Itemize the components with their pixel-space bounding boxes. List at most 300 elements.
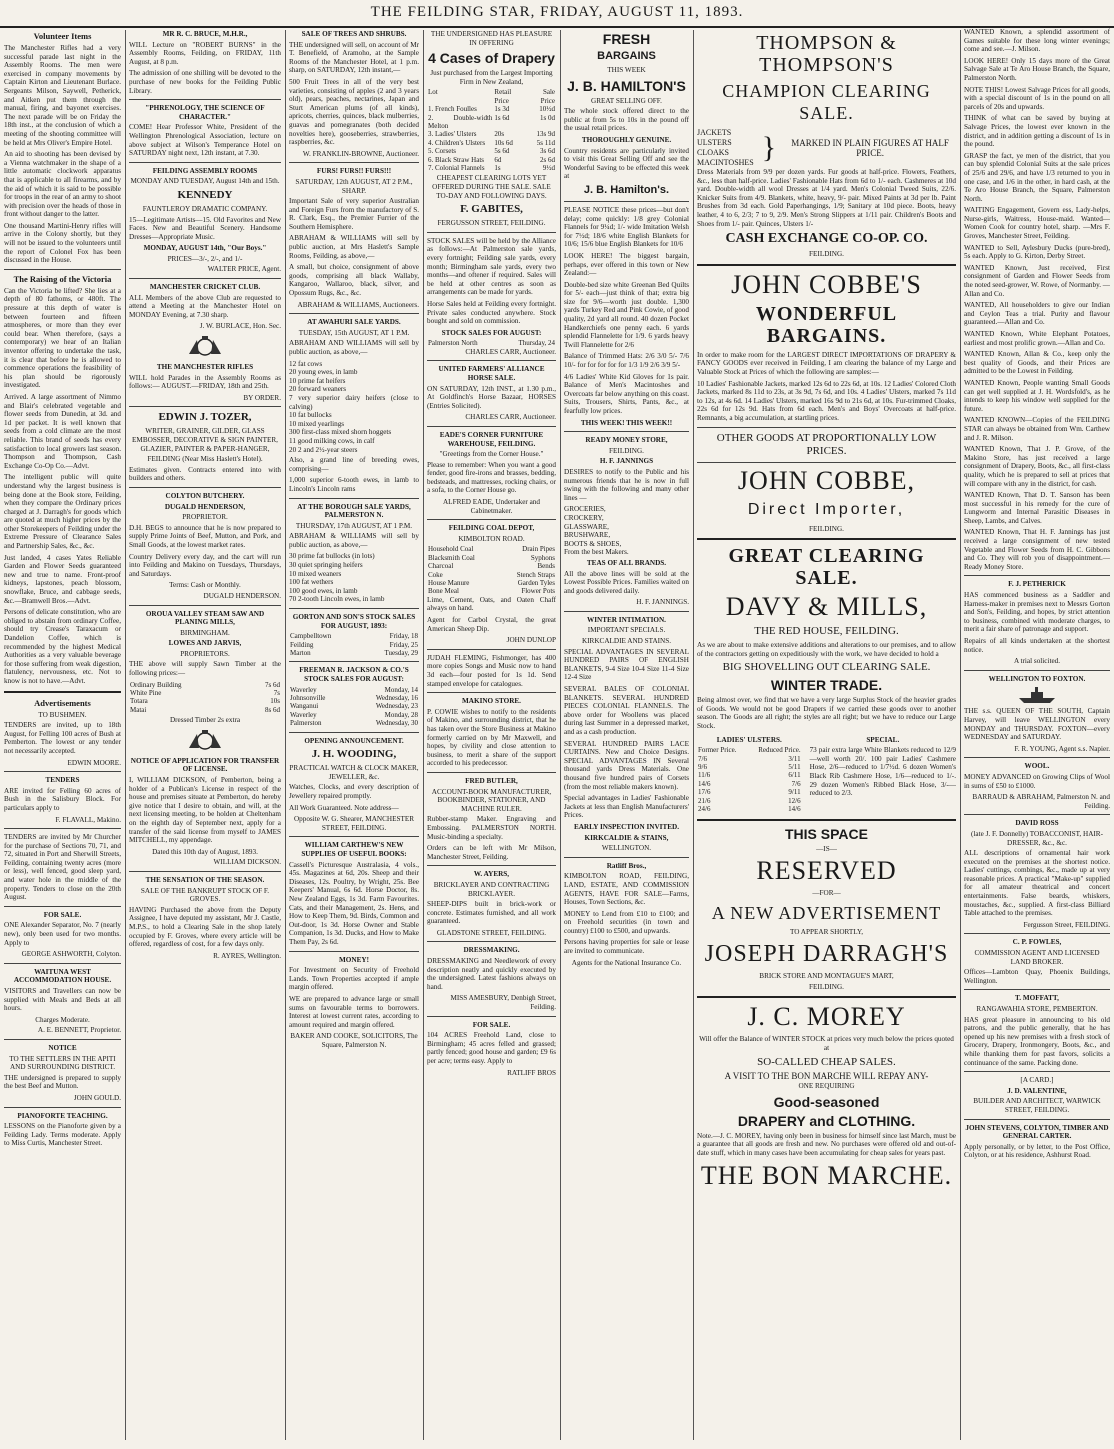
goods-list: [564, 505, 689, 557]
divider: [289, 661, 419, 662]
new-advertisement: A NEW ADVERTISEMENT: [711, 902, 942, 923]
table-cell: White Pine: [130, 689, 162, 698]
table-row: [697, 788, 802, 796]
wooding-address: Opposite W. G. Shearer, MANCHESTER STREET, FEILDING.: [293, 815, 415, 832]
table-row: [697, 780, 802, 788]
table-cell: 2. Double-width Melton: [428, 113, 493, 130]
kirkcaldie-name: KIRKCALDIE & STAINS,: [584, 833, 669, 842]
ad-signature: CHARLES CARR, Auctioneer.: [465, 347, 556, 356]
article-paragraph: Arrived. A large assortment of Nimmo and Blair's celebrated vegetable and flower seeds from Dunedin, at 3d. and 1d per packet. It is well known that seeds from a cold climate are the most reliable. This brand of seeds has every satisfaction to local growers last season. Thompson and Thompson, Cash Exchange Co-Op Co.—Advt.: [4, 392, 121, 470]
other-goods: OTHER GOODS AT PROPORTIONALLY LOW PRICES.: [716, 431, 937, 457]
ad-signature: JOHN GOULD.: [73, 1093, 121, 1102]
ad-paragraph: Double-bed size white Greenan Bed Quilts for 5/- each—just think of that; extra big size for 9/6—worth just double. 1,300 yards Turkey Red and Pink Cowie, of good quality, 2d yard all round. 40 dozen Pocket Handkerchiefs one penny each. 6 yards splendid Flannelette for 1/9. 6 yards heavy Twill Flannelette for 2/6: [564, 280, 689, 349]
gabites-heading: 4 Cases of Drapery: [428, 50, 555, 67]
rifles-heading: THE MANCHESTER RIFLES: [156, 363, 254, 372]
table-cell: Friday, 18: [389, 632, 418, 641]
list-item: ULSTERS: [697, 138, 732, 147]
gabites-address: FERGUSSON STREET, FEILDING.: [437, 219, 546, 228]
table-cell: Palmerston: [290, 719, 322, 728]
license-date: Dated this 10th day of August, 1893.: [152, 847, 258, 856]
divider: [129, 406, 281, 407]
divider: [4, 963, 121, 964]
divider: [4, 1039, 121, 1040]
table-header: Reduced Price.: [758, 746, 801, 755]
ad-paragraph: ON SATURDAY, 12th INST., at 1.30 p.m., At Goldfinch's Horse Bazaar, HORSES (Entries Solicited).: [427, 384, 556, 410]
table-cell: House Manure: [428, 579, 470, 588]
divider: [427, 941, 556, 942]
ratliff-agents: Agents for the National Insurance Co.: [571, 958, 682, 967]
table-row: [427, 579, 556, 587]
special-heading: SPECIAL.: [866, 735, 900, 744]
gabites-subheading: Just purchased from the Largest Importing Firm in New Zealand,: [430, 69, 553, 86]
coal-address: KIMBOLTON ROAD.: [458, 534, 525, 543]
table-header: Retail Price: [494, 88, 512, 105]
card-label: [A CARD.]: [1020, 1076, 1054, 1085]
timber-footnote: Dressed Timber 2s extra: [169, 716, 241, 725]
divider: [427, 865, 556, 866]
table-cell: 3s 6d: [540, 147, 555, 156]
table-cell: Waverley: [290, 710, 317, 719]
table-cell: Charcoal: [428, 562, 454, 571]
inspect: EARLY INSPECTION INVITED.: [573, 822, 680, 831]
table-row: [427, 554, 556, 562]
ad-signature: MISS AMESBURY, Denbigh Street, Feilding.: [450, 994, 556, 1012]
wanted-ad: WANTED Known, People wanting Small Goods can get well supplied at J. H. Wordsfold's, as he intends to keep his window well supplied for the future.: [964, 378, 1110, 413]
table-row: [289, 632, 419, 640]
table-cell: Feilding: [290, 640, 314, 649]
table-row: [289, 702, 419, 710]
ad-paragraph: Lime, Cement, Oats, and Oaten Chaff always on hand.: [427, 595, 556, 613]
article-paragraph: An aid to shooting has been devised by a Vienna watchmaker in the shape of a little automatic clockwork apparatus that is applicable to all firearms, and by the aid of which it is said to be possible for troops in the rear of an army to shoot with precision over the heads of those in front without danger to the latter.: [4, 150, 121, 219]
list-item: 10 mixed weaners: [289, 569, 342, 578]
table-row: [289, 694, 419, 702]
table-cell: Matai: [130, 705, 147, 714]
ad-paragraph: KIMBOLTON ROAD, FEILDING, LAND, ESTATE, AND COMMISSION AGENTS, HAVE FOR SALE—Farms, Houses, Town Sections, &c.: [564, 872, 689, 907]
table-cell: Blacksmith Coal: [428, 553, 475, 562]
money-heading: MONEY!: [339, 955, 369, 964]
table-cell: 9/6: [698, 763, 707, 772]
ad-paragraph: PLEASE NOTICE these prices—but don't delay; come quickly: 1/8 grey Colonial Flannels for 9¼d; 1/- wide Imitation Welsh for 7½d; 18/6 white English Blankets for 10/6; 15/6 blue English Blankets for 10/6: [564, 205, 689, 249]
table-cell: 10s: [270, 697, 280, 706]
ad-paragraph: Balance of Trimmed Hats: 2/6 3/0 5/- 7/6 10/- for for for for for 1/3 1/9 2/6 3/9 5/-: [564, 352, 689, 370]
divider: [697, 462, 956, 463]
royal-crest-icon: [185, 334, 225, 360]
ad-paragraph: Rubber-stamp Maker. Engraving and Embossing. PALMERSTON NORTH. Music-binding a specialty.: [427, 815, 556, 841]
ad-paragraph: WILL Lecture on "ROBERT BURNS" in the Assembly Rooms, Feilding, on FRIDAY, 11th August, at 8 p.m.: [129, 40, 281, 66]
royal-crest-icon: [185, 728, 225, 754]
ad-signature: BAKER AND COOKE, SOLICITORS, The Square, Palmerston N.: [290, 1032, 418, 1049]
our-boys: MONDAY, AUGUST 14th, "Our Boys.": [143, 244, 267, 253]
table-row: [697, 805, 802, 813]
divider: [4, 1107, 121, 1108]
divider: [964, 1071, 1110, 1072]
divider: [427, 426, 556, 427]
ad-paragraph: All Work Guaranteed. Note address—: [289, 803, 399, 812]
ad-paragraph: ABRAHAM & WILLIAMS will sell by public auction, as above,—: [289, 532, 419, 549]
divider: [964, 814, 1110, 815]
teas: TEAS OF ALL BRANDS.: [586, 558, 667, 567]
colyton-heading: COLYTON BUTCHERY.: [165, 491, 245, 500]
ad-signature: BARRAUD & ABRAHAM, Palmerston N. and Feilding.: [972, 793, 1110, 810]
table-row: [289, 686, 419, 694]
table-cell: Garden Tyles: [517, 579, 555, 588]
list-item: 12 fat cows: [289, 359, 323, 368]
divider: [289, 732, 419, 733]
steamship-icon: [1017, 686, 1057, 704]
table-cell: Wednesday, 23: [375, 702, 418, 711]
ready-money-location: FEILDING.: [609, 446, 644, 455]
divider: [289, 498, 419, 499]
table-row: [289, 719, 419, 727]
table-cell: Wanganui: [290, 702, 319, 711]
wanted-ad: WANTED to Sell, Aylesbury Ducks (pure-bred), 5s each. Apply to G. Kirton, Derby Street.: [964, 243, 1110, 261]
ad-paragraph: 104 ACRES Freehold Land, close to Birmingham; 45 acres felled and grassed; partly fenced; good house and garden; £9 6s per acre; terms easy. Apply to: [427, 1031, 556, 1065]
ross-location: Fergusson Street, FEILDING.: [1023, 920, 1110, 929]
ad-paragraph: Persons having properties for sale or lease are invited to communicate.: [564, 938, 689, 956]
gabites-note: CHEAPEST CLEARING LOTS YET OFFERED DURING THE SALE. SALE TO-DAY AND FOLLOWING DAYS.: [432, 174, 551, 200]
list-item: BOOTS & SHOES,: [564, 539, 622, 548]
notice-subheading: TO THE SETTLERS IN THE APITI AND SURROUNDING DISTRICT.: [9, 1054, 116, 1072]
list-item: BRUSHWARE,: [564, 531, 611, 540]
brace-icon: }: [761, 131, 777, 164]
wooding-trade: PRACTICAL WATCH & CLOCK MAKER, JEWELLER, &c.: [289, 764, 419, 781]
divider: [964, 1119, 1110, 1120]
cobbe-subheading: WONDERFUL BARGAINS.: [755, 302, 898, 347]
stock-sales-heading: STOCK SALES FOR AUGUST:: [441, 328, 542, 337]
table-cell: 14/6: [698, 779, 711, 788]
space-heading: THIS SPACE: [785, 825, 868, 842]
wanted-ad: GRASP the fact, ye men of the district, that you can buy splendid Colonial Suits at the sale prices of 25/6 and 29/6, and have 1/3 returned to you in one case, and 1/6 in the other, in hard cash, at the Te Aro House Branch, the Square, Palmerston North.: [964, 151, 1110, 203]
table-cell: 7s: [273, 689, 280, 698]
ad-signature: ABRAHAM & WILLIAMS, Auctioneers.: [297, 300, 419, 309]
divider: [697, 819, 956, 821]
ad-paragraph: ABRAHAM & WILLIAMS will sell by public auction, at Mrs Haslett's Sample Rooms, Feilding, as above,—: [289, 234, 419, 260]
ad-paragraph: Watches, Clocks, and every description of Jewellery repaired promptly.: [289, 783, 419, 801]
ad-paragraph: The admission of one shilling will be devoted to the purchase of new books for the Feilding Public Library.: [129, 69, 281, 95]
column-rule: [285, 30, 286, 1440]
list-item: MACINTOSHES: [697, 158, 754, 167]
table-row: [697, 763, 802, 771]
bruce-heading: MR R. C. BRUCE, M.H.R.,: [162, 30, 248, 38]
divider: [129, 487, 281, 488]
divider: [427, 232, 556, 233]
table-cell: Coke: [428, 570, 443, 579]
ad-paragraph: THE undersigned is prepared to supply the best Beef and Mutton.: [4, 1073, 121, 1091]
one-requiring: ONE REQUIRING: [798, 1082, 855, 1091]
list-item: JACKETS: [697, 128, 732, 137]
thompson-marked: MARKED IN PLAIN FIGURES AT HALF PRICE.: [791, 138, 949, 158]
ad-paragraph: COME! Hear Professor White, President of the Wellington Phrenological Association, lecture on above subject at Wilson's Temperance Hotel on SATURDAY night next, 12th instant, at 7.30.: [129, 123, 281, 158]
table-cell: Monday, 14: [384, 685, 418, 694]
ad-paragraph: All the above lines will be sold at the Lowest Possible Prices. Families waited on and goods delivered daily.: [564, 569, 689, 595]
table-cell: 2s 6d: [540, 155, 555, 164]
table-cell: 11/6: [698, 771, 711, 780]
column-rule: [560, 30, 561, 1440]
ad-paragraph: TENDERS are invited, up to 18th August, for Felling 100 acres of Bush at Pemberton. The lowest or any tender not necessarily accepted.: [4, 721, 121, 755]
wanted-ad: WANTED Known, Just received, First consignment of Garden and Flower Seeds from the noted seed-grower, W. Rowe, of Normanby. —Allan and Co.: [964, 263, 1110, 298]
petherick-heading: F. J. PETHERICK: [1008, 580, 1066, 589]
wanted-ad: THINK of what can be saved by buying at Salvage Prices, the lowest ever known in the district, and in addition getting a discount of 1s in the pound.: [964, 114, 1110, 149]
ad-signature: DUGALD HENDERSON.: [203, 591, 281, 600]
article-paragraph: The Manchester Rifles had a very successful parade last night in the Assembly Rooms. The men were exercised in company movements by Captain Kirton and Lieutenant Burlace. Sergeants Milson, Saywell, Petherick, and Aitken put them through the manual, firing, and bayonet exercises. The next parade will be on Friday the 18th inst., at the conclusion of which a meeting of the shooting committee will be held at Mrs Oliver's Empire Hotel.: [4, 44, 121, 147]
ad-paragraph: LOOK HERE! The biggest bargain, perhaps, ever offered in this town or New Zealand:—: [564, 251, 689, 278]
prices: PRICES—3/-, 2/-, and 1/-: [167, 254, 243, 263]
red-house: THE RED HOUSE, FEILDING.: [754, 625, 899, 638]
ad-paragraph: THE s.s. QUEEN OF THE SOUTH, Captain Harvey, will leave WELLINGTON every MONDAY and THURSDAY. FOXTON—every WEDNESDAY and SATURDAY.: [964, 707, 1110, 742]
divider: [129, 871, 281, 872]
dugald-subheading: PROPRIETOR.: [182, 513, 228, 522]
petherick-trial: A trial solicited.: [1013, 657, 1061, 666]
divider: [4, 906, 121, 907]
coal-table: [427, 545, 556, 595]
thompson-item-list: [697, 128, 754, 168]
ratliff-heading: Ratliff Bros.,: [606, 861, 647, 870]
ad-paragraph: SPECIAL ADVANTAGES IN SEVERAL HUNDRED PAIRS OF ENGLISH BLANKETS, 9-4 Size 10-4 Size 11-4 Size 12-4 Size: [564, 647, 689, 682]
special-block: [810, 734, 956, 814]
divider: [4, 828, 121, 829]
volunteer-heading: Volunteer Items: [33, 31, 92, 41]
oroua-heading: OROUA VALLEY STEAM SAW AND PLANING MILLS,: [145, 609, 265, 627]
for-sale-heading: FOR SALE.: [43, 910, 82, 919]
ross-subheading: (late J. F. Donnelly) TOBACCONIST, HAIR-DRESSER, &c., &c.: [971, 829, 1103, 847]
table-cell: Friday, 25: [389, 640, 418, 649]
list-item: 70 2-tooth Lincoln ewes, in lamb: [289, 595, 385, 604]
moffatt-subheading: RANGAWAHIA STORE, PEMBERTON.: [976, 1005, 1098, 1013]
wanted-ad: WANTED Known, That D. T. Sanson has been most successful in his remedy for the cure of Lungworm and Internal Parasitic Diseases in Sheep, Lambs, and Calves.: [964, 491, 1110, 525]
hamilton-name: J. B. HAMILTON'S: [567, 77, 686, 94]
column-2: [129, 28, 281, 1442]
cobbe-location: FEILDING.: [809, 524, 844, 533]
list-item: 20 2 and 2½-year steers: [289, 445, 358, 454]
cobbe-name: JOHN COBBE,: [737, 465, 916, 495]
wanted-ad: NOTE THIS! Lowest Salvage Prices for all goods, with a special discount of 1s in the pound on all parcels of 20s and upwards.: [964, 85, 1110, 111]
bargains-heading: BARGAINS: [597, 50, 656, 62]
table-cell: 4. Children's Ulsters: [428, 138, 486, 147]
ad-paragraph: In order to make room for the LARGEST DIRECT IMPORTATIONS OF DRAPERY & FANCY GOODS ever received in Feilding, I am clearing the balance of my Large and Valuable Stock at Prices of which the following are samples:—: [697, 350, 956, 376]
divider: [289, 162, 419, 163]
table-cell: Wednesday, 30: [375, 719, 418, 728]
ad-paragraph: Offices—Lambton Quay, Phoenix Buildings, Wellington.: [964, 968, 1110, 985]
divider: [964, 989, 1110, 990]
table-cell: Monday, 28: [384, 710, 418, 719]
davy-mills-heading: DAVY & MILLS,: [725, 592, 928, 622]
table-cell: 1. French Foulles: [428, 105, 477, 114]
eade-heading: EADE'S CORNER FURNITURE WAREHOUSE, FEILDING.: [439, 430, 544, 448]
table-cell: 24/6: [698, 805, 711, 814]
wanted-ad: WANTED, All householders to give our Indian and Ceylon Teas a trial. Purity and flavour guaranteed.—Allan and Co.: [964, 301, 1110, 327]
list-item: 10 mixed yearlings: [289, 419, 345, 428]
is: —IS—: [816, 844, 837, 853]
list-item: 20 young ewes, in lamb: [289, 368, 358, 377]
column-1: [4, 28, 121, 1442]
table-cell: 20s: [494, 130, 505, 139]
furs-heading: FURS! FURS!! FURS!!!: [316, 167, 392, 176]
lowes-name: LOWES AND JARVIS,: [168, 639, 242, 648]
ad-paragraph: 15—Legitimate Artists—15. Old Favorites and New Faces. New and Beautiful Scenery. Handsome Dresses—Appropriate Music.: [129, 215, 281, 241]
ad-paragraph: JUDAH FLEMING, Fishmonger, has 400 more copies Songs and Music now to hand 3d each—four posted for 1s 1d. Send stamped envelope for catalogues.: [427, 653, 556, 688]
timber-price-table: [129, 681, 281, 715]
thompson-subheading: CHAMPION CLEARING SALE.: [722, 81, 931, 123]
table-cell: 1s 0d: [540, 113, 555, 122]
freeman-table: [289, 686, 419, 728]
carthew-heading: WILLIAM CARTHEW'S NEW SUPPLIES OF USEFUL BOOKS:: [301, 841, 407, 858]
table-row: [289, 649, 419, 657]
article-paragraph: Persons of delicate constitution, who are obliged to abstain from ordinary Coffee, should try Crease's Taraxacum or Dandelion Coffee, which is recommended by the highest Medical Authorities as a very valuable beverage for those suffering from weak digestion, flatulency, nervousness, etc. Not to know is not to have.—Advt.: [4, 608, 121, 685]
table-cell: Household Coal: [428, 545, 474, 554]
ad-paragraph: Country residents are particularly invited to visit this Great Selling Off and see the Wonderful Saving to be effected this week at: [564, 146, 689, 181]
gabites-name: F. GABITES,: [460, 203, 523, 216]
ad-signature: CHARLES CARR, Auctioneer.: [465, 413, 556, 422]
divider: [427, 649, 556, 650]
table-cell: Ordinary Building: [130, 680, 182, 689]
ad-paragraph: Also, a grand line of breeding ewes, comprising—: [289, 456, 419, 473]
thompson-items: [697, 128, 956, 168]
ad-paragraph: Being almost over, we find that we have a very large Surplus Stock of the heavier grades of Goods. We would not be good Drapers if we carried these goods over to another season. The Goods are all right; the styles are all right; but we have to reduce our Large Stock.: [697, 696, 956, 731]
article-paragraph: The intelligent public will quite understand why the largest business is being done at the Book store, Feilding, when they compare the Ordinary prices charged at J. Darragh's for goods which are quoted at much higher prices by the other Storekeepers of Feilding under the Extreme Pressure of Clearance Sales and Partnership Sales, &c., &c.: [4, 473, 121, 551]
table-cell: Totara: [130, 697, 148, 706]
victoria-heading: The Raising of the Victoria: [13, 273, 112, 284]
ad-signature: RATLIFF BROS: [507, 1068, 556, 1077]
table-cell: 7. Colonial Flannels: [428, 164, 485, 173]
fresh-heading: FRESH: [602, 31, 651, 47]
list-item: 10 prime fat heifers: [289, 376, 346, 385]
table-cell: 6d: [494, 155, 502, 164]
kennedy-name: KENNEDY: [177, 188, 233, 201]
tozer-trade: WRITER, GRAINER, GILDER, GLASS EMBOSSER, DECORATIVE & SIGN PAINTER, GLAZIER, PAINTER & PAPER-HANGER,: [132, 427, 278, 453]
ad-signature: A. E. BENNETT, Proprietor.: [37, 1026, 121, 1035]
table-cell: Campbelltown: [290, 632, 332, 641]
ad-signature: F. FLAVALL, Makino.: [55, 815, 121, 824]
ad-signature: WALTER PRICE, Agent.: [207, 265, 281, 274]
tozer-location: FEILDING (Near Miss Haslett's Hotel).: [147, 455, 263, 464]
ad-paragraph: VISITORS and Travellers can now be supplied with Meals and Beds at all hours.: [4, 987, 121, 1013]
divider: [289, 608, 419, 609]
dressmaking-heading: DRESSMAKING.: [463, 946, 520, 955]
borough-date: THURSDAY, 17th AUGUST, AT 1 P.M.: [295, 521, 413, 530]
table-row: [289, 641, 419, 649]
makino-heading: MAKINO STORE.: [462, 697, 521, 706]
list-item: 11 good milking cows, in calf: [289, 436, 375, 445]
ad-paragraph: Country Delivery every day, and the cart will run into Feilding and Makino on Tuesdays, Thursdays, and Saturdays.: [129, 552, 281, 578]
article-paragraph: Can the Victoria be lifted? She lies at a depth of 80 fathoms, or 480ft. The pressure at this depth of water is between fourteen and fifteen atmospheres, or more than they ever could bear. When therefore, (says a contemporary) we hear of an Italian inventor offering to undertake the task, it is clear that before he is allowed to commence operations the feasibility of his plan should be rigorously investigated.: [4, 286, 121, 390]
cheap-sales: SO-CALLED CHEAP SALES.: [757, 1055, 896, 1068]
divider: [564, 857, 689, 858]
ad-paragraph: DRESSMAKING and Needlework of every description neatly and quickly executed by the undersigned. Latest fashions always on hand.: [427, 957, 556, 991]
hamilton-subheading: GREAT SELLING OFF.: [591, 96, 662, 105]
table-cell: 7s 6d: [265, 680, 280, 689]
divider: [4, 691, 121, 693]
ad-signature: J. W. BURLACE, Hon. Sec.: [199, 322, 281, 331]
ad-paragraph: DESIRES to notify to the Public and his numerous friends that he is now in full swing with the following and many other lines —: [564, 467, 689, 502]
column-rule: [423, 30, 424, 1440]
ad-paragraph: MONEY ADVANCED on Growing Clips of Wool in sums of £50 to £1000.: [964, 772, 1110, 790]
ayers-address: GLADSTONE STREET, FEILDING.: [436, 928, 547, 937]
ad-paragraph: ALL Members of the above Club are requested to attend a Meeting at the Manchester Hotel on MONDAY Evening, at 7.30 sharp.: [129, 293, 281, 319]
table-row: [129, 689, 281, 697]
table-cell: Waverley: [290, 685, 317, 694]
ad-paragraph: Dress Materials from 9/9 per dozen yards. Fur goods at half-price. Flowers, Feathers, &c., less than half-price. Ladies' Fashionable Hats from 6d to 1/- each. Cashmeres at 10d yard. Double-width all wool Dresses at 1/4 yard. Men's Colonial Tweed Suits, 22/6. Knicker Suits from 4/9. Blankets, white, heavy, 9/- pair. Mixed Paints at 3d per lb. Paint Brushes from 3d each. Gold Paperhangings, 1/9; Sanitary at 10d piece. Boots, heavy leather, 4 to 6, 2/3; 7 to 9, 2/9. Men's Strong Slippers at 1/11 pair. Children's Boots and Shoes from 1/- pair. Quinces, Ulsters 1/-: [697, 168, 956, 228]
kennedy-subheading: FAUNTLEROY DRAMATIC COMPANY.: [142, 204, 268, 213]
table-cell: 6. Black Straw Hats: [428, 155, 484, 164]
freeman-heading: FREEMAN R. JACKSON & CO.'S STOCK SALES FOR AUGUST:: [299, 666, 409, 684]
brick-store: BRICK STORE AND MONTAGUE'S MART,: [759, 972, 894, 981]
ad-paragraph: For Investment on Security of Freehold Lands. Town Properties accepted if ample margin offered.: [289, 966, 419, 992]
list-item: GROCERIES,: [564, 505, 606, 514]
fowles-trade: COMMISSION AGENT AND LICENSED LAND BROKER.: [974, 949, 1100, 966]
table-row: [427, 156, 556, 164]
article-paragraph: Just landed, 4 cases Yates Reliable Garden and Flower Seeds guaranteed new and true to name. Front-proof kidneys, lapstones, peach blossom, snowflake, Bruce, and cabbage seeds, &c.—Bramwell Bros.—Advt.: [4, 553, 121, 605]
table-cell: 1s 6d: [494, 113, 510, 122]
divider: [289, 313, 419, 314]
list-item: CROCKERY,: [564, 513, 604, 522]
table-row: [697, 771, 802, 779]
table-cell: 8s 6d: [265, 705, 280, 714]
ad-signature: ALFRED EADE, Undertaker and Cabinetmaker.: [442, 498, 540, 515]
direct-importer: Direct Importer,: [747, 500, 906, 518]
table-cell: Bends: [537, 562, 555, 571]
ad-paragraph: Cassell's Picturesque Australasia, 4 vols., 45s. Magazines at 6d, 20s. Sheep and their Diseases, 12s. Poultry, by Wright, 25s. Bee Keepers' Manual, 6s 6d. Horse Doctor, 8s. New Zealand Eggs, 1s 3d. Farm Favourites. Cats, and their Management, 2s. Hens, and How to Keep Them, 9d. Birds, Common and Out-door, 1s 3d. Horse Owner and Stable Companion, 1s 3d. Ducks, and How to Make Them Pay, 2s 6d.: [289, 860, 419, 946]
butler-trade: ACCOUNT-BOOK MANUFACTURER, BOOKBINDER, STATIONER, AND MACHINE RULER.: [431, 787, 552, 813]
ad-signature: W. FRANKLIN-BROWNE, Auctioneer.: [302, 149, 419, 158]
awahuri-heading: AT AWAHURI SALE YARDS.: [307, 318, 401, 327]
stock-list: [289, 552, 419, 604]
table-cell: 5s 6d: [494, 147, 510, 156]
utd-heading: UNITED FARMERS' ALLIANCE HORSE SALE.: [438, 365, 545, 382]
table-cell: Thursday, 24: [518, 339, 555, 348]
ad-paragraph: 10 Ladies' Fashionable Jackets, marked 12s 6d to 22s 6d, at 10s. 12 Ladies' Colored Cloth Jackets, marked 8s 11d to 23s, at 3s 9d, 7s 6d, and 10s. 4 Ladies' Ulsters, marked 7s 11d to 12s, at 4s 6d. 14 Ladies' Ulsters, marked 16s 9d to 21s 6d, at 10s. Fur-trimmed Cloaks, 22s 6d for 12s 9d. Hats from 6d each. Men's and Boys' Overcoats at half-price. Remnants, a big accumulation, at startling prices.: [697, 379, 956, 422]
ad-paragraph: LESSONS on the Pianoforte given by a Feilding Lady. Terms moderate. Apply to Miss Curtis, Manchester Street.: [4, 1122, 121, 1148]
divider: [964, 575, 1110, 576]
cricket-heading: MANCHESTER CRICKET CLUB.: [149, 283, 261, 292]
divider: [129, 99, 281, 100]
bushmen-heading: TO BUSHMEN.: [38, 710, 87, 719]
column-rule: [125, 30, 126, 1440]
charges-note: Charges Moderate.: [35, 1015, 90, 1024]
oroua-location: BIRMINGHAM.: [180, 628, 230, 637]
ad-paragraph: D.H. BEGS to announce that he is now prepared to supply Prime Joints of Beef, Mutton, and Pork, and Small Goods, at the lowest market rates.: [129, 523, 281, 549]
table-cell: 1s 3d: [494, 105, 510, 114]
sensation-heading: THE SENSATION OF THE SEASON.: [145, 876, 265, 884]
ayers-name: W. AYERS,: [473, 870, 510, 879]
ross-heading: DAVID ROSS: [1015, 819, 1059, 828]
waituna-heading: WAITUNA WEST ACCOMMODATION HOUSE.: [13, 967, 112, 985]
divider: [564, 611, 689, 612]
wanted-ad: WANTED Known, That J. P. Grove, of the Makino Store, has just received a large consignment of Drapery, Boots, &c., all first-class quality, which he is prepared to sell at prices that will compare with any in the district, for cash.: [964, 445, 1110, 488]
ad-paragraph: Will offer the Balance of WINTER STOCK at prices very much below the prices quoted at: [699, 1035, 954, 1053]
ad-signature: F. R. YOUNG, Agent s.s. Napier.: [1014, 744, 1110, 753]
ad-paragraph: TENDERS are invited by Mr Churcher for the purchase of Sections 70, 71, and 72, situated in Port and Sherwill Streets, Feilding, containing twenty acres (more or less), well fenced, good sleep yard, and water hole in the middle of the property. Tenders to close on the 20th August.: [4, 833, 121, 902]
dugald-name: DUGALD HENDERSON,: [164, 502, 246, 511]
phrenology-heading: "PHRENOLOGY, THE SCIENCE OF CHARACTER.": [145, 104, 265, 121]
divider: [564, 201, 689, 202]
valentine-trade: BUILDER AND ARCHITECT, WARWICK STREET, FEILDING.: [973, 1097, 1101, 1114]
eade-greeting: "Greetings from the Corner House.": [439, 450, 544, 459]
butler-name: FRED BUTLER,: [465, 776, 518, 785]
ayers-trade: BRICKLAYER AND CONTRACTING BRICKLAYER.: [433, 880, 550, 898]
table-cell: 6/11: [788, 771, 801, 780]
great-clearing-heading: GREAT CLEARING SALE.: [728, 545, 925, 590]
table-cell: 3/11: [788, 754, 801, 763]
ad-paragraph: P. COWIE wishes to notify to the residents of Makino, and surrounding district, that he has taken over the Store Business at Makino formerly carried on by Mr Maxwell, and hopes, by civility and close attention to business, to merit a share of the support accorded to his predecessor.: [427, 707, 556, 768]
list-item: From the best Makers.: [564, 548, 629, 557]
table-row: [427, 105, 556, 113]
table-header: Former Price.: [698, 746, 737, 755]
ad-paragraph: Estimates given. Contracts entered into with builders and others.: [129, 465, 281, 483]
ad-paragraph: HAS commenced business as a Saddler and Harness-maker in premises next to Messrs Gorton and Son's, Feilding, and hopes, by strict attention to business, combined with moderate charges, to merit a fair share of patronage and support.: [964, 591, 1110, 634]
stock-list: [289, 360, 419, 455]
davy-tables: [697, 734, 956, 814]
table-row: [427, 139, 556, 147]
